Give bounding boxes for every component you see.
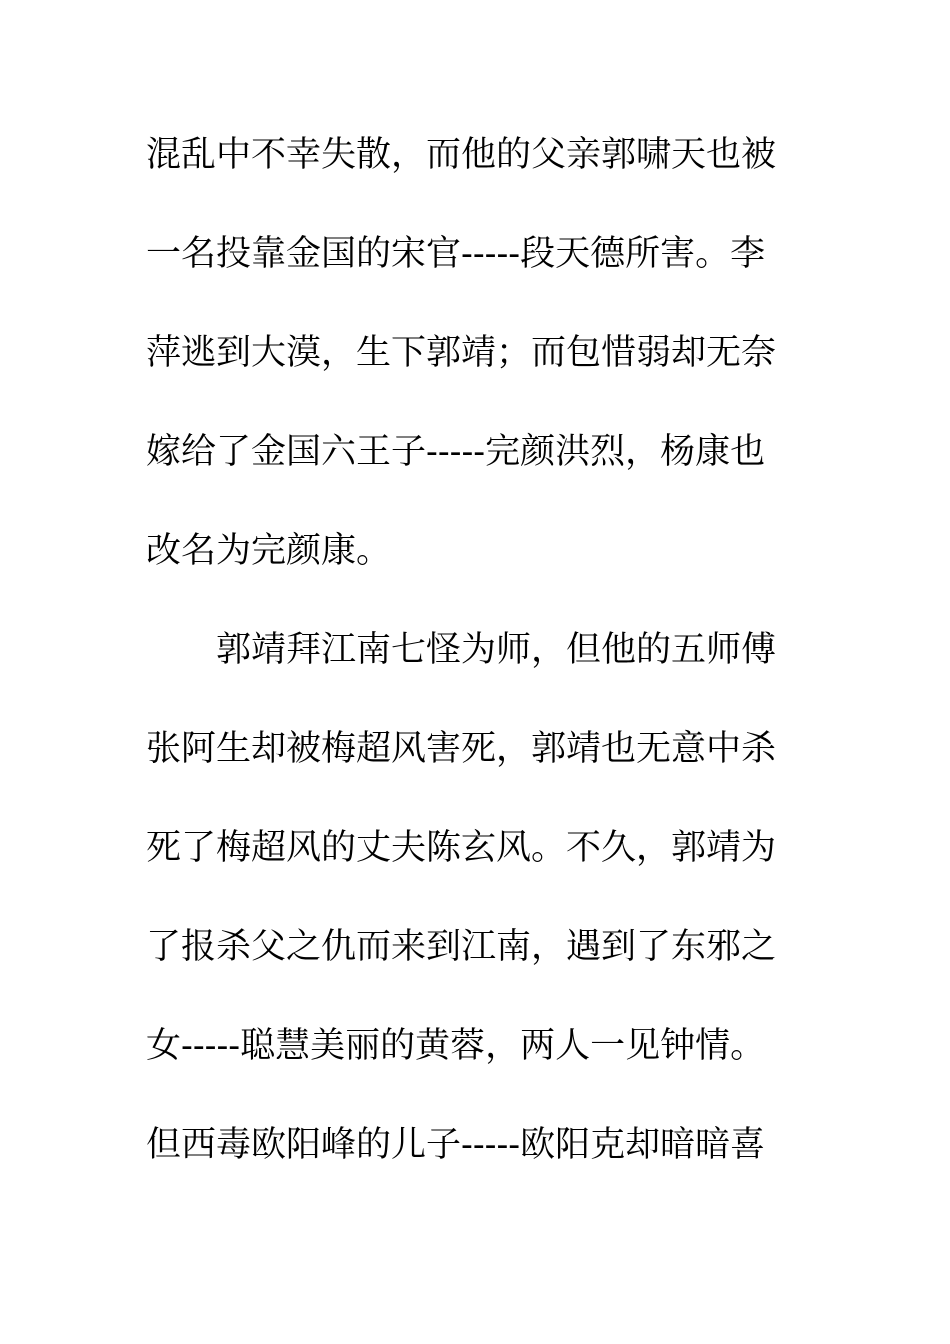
text-line-11: 但西毒欧阳峰的儿子-----欧阳克却暗暗喜 (146, 1125, 766, 1165)
text-line-9: 了报杀父之仇而来到江南，遇到了东邪之 (146, 927, 777, 967)
text-line-7: 张阿生却被梅超风害死，郭靖也无意中杀 (146, 729, 777, 769)
text-line-1: 混乱中不幸失散，而他的父亲郭啸天也被 (146, 135, 777, 175)
text-line-5: 改名为完颜康。 (146, 531, 392, 571)
text-line-6-paragraph-start: 郭靖拜江南七怪为师，但他的五师傅 (216, 630, 777, 670)
text-line-4: 嫁给了金国六王子-----完颜洪烈，杨康也 (146, 432, 766, 472)
body-text (146, 130, 826, 1219)
text-line-10: 女-----聪慧美丽的黄蓉，两人一见钟情。 (146, 1026, 766, 1066)
text-line-3: 萍逃到大漠，生下郭靖；而包惜弱却无奈 (146, 333, 777, 373)
text-line-2: 一名投靠金国的宋官-----段天德所害。李 (146, 234, 766, 274)
text-line-8: 死了梅超风的丈夫陈玄风。不久，郭靖为 (146, 828, 777, 868)
